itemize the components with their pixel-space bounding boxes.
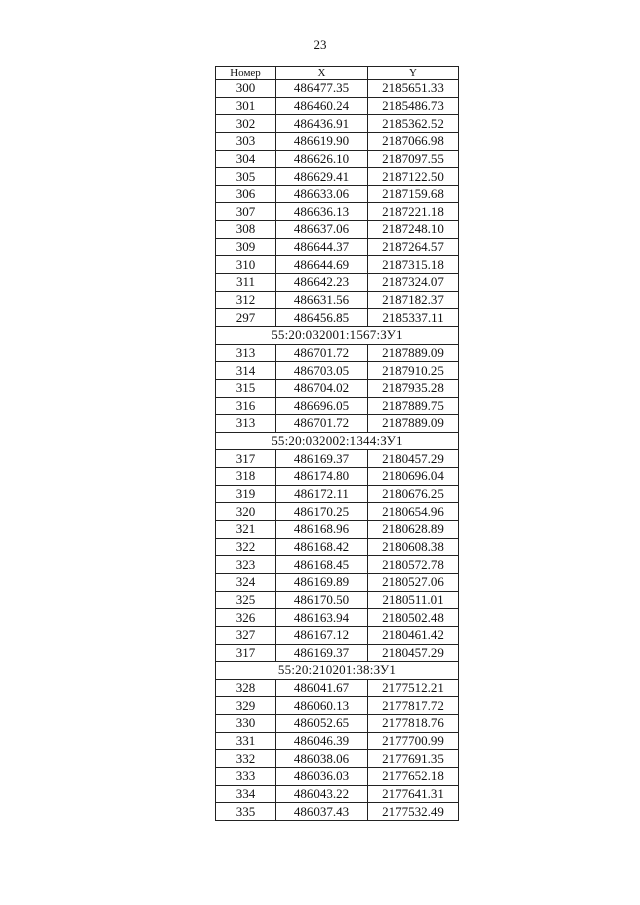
x-coordinate-cell: 486704.02 [276, 379, 368, 397]
y-coordinate-cell: 2177641.31 [368, 785, 459, 803]
point-number-cell: 324 [216, 573, 276, 591]
point-number-cell: 297 [216, 309, 276, 327]
table-row [216, 644, 459, 662]
parcel-section-row [216, 662, 459, 680]
y-coordinate-cell: 2187889.09 [368, 415, 459, 433]
table-header-row [216, 67, 459, 80]
point-number-cell: 300 [216, 80, 276, 98]
table-row [216, 503, 459, 521]
y-coordinate-cell: 2187097.55 [368, 150, 459, 168]
point-number-cell: 309 [216, 238, 276, 256]
y-coordinate-cell: 2185651.33 [368, 80, 459, 98]
y-coordinate-cell: 2180628.89 [368, 521, 459, 539]
table-row [216, 168, 459, 186]
y-coordinate-cell: 2177532.49 [368, 803, 459, 821]
x-coordinate-cell: 486631.56 [276, 291, 368, 309]
point-number-cell: 313 [216, 344, 276, 362]
y-coordinate-cell: 2177652.18 [368, 767, 459, 785]
x-coordinate-cell: 486644.37 [276, 238, 368, 256]
table-row [216, 362, 459, 380]
x-coordinate-cell: 486163.94 [276, 609, 368, 627]
x-coordinate-cell: 486169.89 [276, 573, 368, 591]
point-number-cell: 313 [216, 415, 276, 433]
y-coordinate-cell: 2180608.38 [368, 538, 459, 556]
y-coordinate-cell: 2180676.25 [368, 485, 459, 503]
y-coordinate-cell: 2187248.10 [368, 221, 459, 239]
x-coordinate-cell: 486701.72 [276, 344, 368, 362]
parcel-cadastral-number: 55:20:032001:1567:ЗУ1 [216, 326, 459, 344]
y-coordinate-cell: 2180572.78 [368, 556, 459, 574]
x-coordinate-cell: 486436.91 [276, 115, 368, 133]
y-coordinate-cell: 2187889.09 [368, 344, 459, 362]
y-coordinate-cell: 2180457.29 [368, 644, 459, 662]
point-number-cell: 301 [216, 97, 276, 115]
table-row [216, 203, 459, 221]
y-coordinate-cell: 2187182.37 [368, 291, 459, 309]
parcel-cadastral-number: 55:20:032002:1344:ЗУ1 [216, 432, 459, 450]
point-number-cell: 326 [216, 609, 276, 627]
x-coordinate-cell: 486037.43 [276, 803, 368, 821]
point-number-cell: 304 [216, 150, 276, 168]
point-number-cell: 310 [216, 256, 276, 274]
point-number-cell: 311 [216, 274, 276, 292]
x-coordinate-cell: 486168.45 [276, 556, 368, 574]
x-coordinate-cell: 486633.06 [276, 185, 368, 203]
x-coordinate-cell: 486172.11 [276, 485, 368, 503]
y-coordinate-cell: 2185337.11 [368, 309, 459, 327]
column-header-y: Y [368, 67, 459, 80]
y-coordinate-cell: 2177512.21 [368, 679, 459, 697]
point-number-cell: 331 [216, 732, 276, 750]
table-row [216, 344, 459, 362]
y-coordinate-cell: 2180696.04 [368, 468, 459, 486]
point-number-cell: 315 [216, 379, 276, 397]
x-coordinate-cell: 486169.37 [276, 450, 368, 468]
y-coordinate-cell: 2180654.96 [368, 503, 459, 521]
point-number-cell: 325 [216, 591, 276, 609]
x-coordinate-cell: 486642.23 [276, 274, 368, 292]
point-number-cell: 327 [216, 626, 276, 644]
x-coordinate-cell: 486644.69 [276, 256, 368, 274]
point-number-cell: 308 [216, 221, 276, 239]
x-coordinate-cell: 486696.05 [276, 397, 368, 415]
y-coordinate-cell: 2187221.18 [368, 203, 459, 221]
y-coordinate-cell: 2187066.98 [368, 132, 459, 150]
y-coordinate-cell: 2185362.52 [368, 115, 459, 133]
point-number-cell: 317 [216, 450, 276, 468]
y-coordinate-cell: 2177700.99 [368, 732, 459, 750]
table-body [216, 80, 459, 821]
table-row [216, 238, 459, 256]
y-coordinate-cell: 2177818.76 [368, 715, 459, 733]
y-coordinate-cell: 2187122.50 [368, 168, 459, 186]
x-coordinate-cell: 486174.80 [276, 468, 368, 486]
table-row [216, 132, 459, 150]
point-number-cell: 305 [216, 168, 276, 186]
x-coordinate-cell: 486637.06 [276, 221, 368, 239]
point-number-cell: 306 [216, 185, 276, 203]
point-number-cell: 323 [216, 556, 276, 574]
point-number-cell: 320 [216, 503, 276, 521]
point-number-cell: 335 [216, 803, 276, 821]
table-row [216, 256, 459, 274]
table-row [216, 626, 459, 644]
x-coordinate-cell: 486043.22 [276, 785, 368, 803]
x-coordinate-cell: 486046.39 [276, 732, 368, 750]
table-row [216, 150, 459, 168]
y-coordinate-cell: 2180457.29 [368, 450, 459, 468]
table-row [216, 750, 459, 768]
table-row [216, 80, 459, 98]
column-header-x: X [276, 67, 368, 80]
point-number-cell: 334 [216, 785, 276, 803]
x-coordinate-cell: 486703.05 [276, 362, 368, 380]
y-coordinate-cell: 2187315.18 [368, 256, 459, 274]
point-number-cell: 314 [216, 362, 276, 380]
table-row [216, 468, 459, 486]
point-number-cell: 329 [216, 697, 276, 715]
x-coordinate-cell: 486060.13 [276, 697, 368, 715]
x-coordinate-cell: 486170.50 [276, 591, 368, 609]
y-coordinate-cell: 2177817.72 [368, 697, 459, 715]
y-coordinate-cell: 2180527.06 [368, 573, 459, 591]
x-coordinate-cell: 486052.65 [276, 715, 368, 733]
point-number-cell: 317 [216, 644, 276, 662]
y-coordinate-cell: 2187264.57 [368, 238, 459, 256]
y-coordinate-cell: 2177691.35 [368, 750, 459, 768]
x-coordinate-cell: 486626.10 [276, 150, 368, 168]
table-row [216, 785, 459, 803]
x-coordinate-cell: 486167.12 [276, 626, 368, 644]
y-coordinate-cell: 2180502.48 [368, 609, 459, 627]
x-coordinate-cell: 486629.41 [276, 168, 368, 186]
table-row [216, 115, 459, 133]
table-row [216, 97, 459, 115]
table-row [216, 803, 459, 821]
x-coordinate-cell: 486038.06 [276, 750, 368, 768]
table-row [216, 679, 459, 697]
point-number-cell: 332 [216, 750, 276, 768]
table-row [216, 485, 459, 503]
point-number-cell: 330 [216, 715, 276, 733]
point-number-cell: 316 [216, 397, 276, 415]
point-number-cell: 318 [216, 468, 276, 486]
x-coordinate-cell: 486460.24 [276, 97, 368, 115]
x-coordinate-cell: 486168.96 [276, 521, 368, 539]
x-coordinate-cell: 486170.25 [276, 503, 368, 521]
table-row [216, 185, 459, 203]
y-coordinate-cell: 2180511.01 [368, 591, 459, 609]
point-number-cell: 322 [216, 538, 276, 556]
table-row [216, 591, 459, 609]
x-coordinate-cell: 486456.85 [276, 309, 368, 327]
point-number-cell: 303 [216, 132, 276, 150]
column-header-number: Номер [216, 67, 276, 80]
table-row [216, 291, 459, 309]
table-row [216, 397, 459, 415]
y-coordinate-cell: 2187324.07 [368, 274, 459, 292]
table-row [216, 450, 459, 468]
table-row [216, 573, 459, 591]
point-number-cell: 312 [216, 291, 276, 309]
table-row [216, 556, 459, 574]
table-row [216, 767, 459, 785]
x-coordinate-cell: 486168.42 [276, 538, 368, 556]
coordinates-table [215, 66, 459, 821]
table-row [216, 274, 459, 292]
table-row [216, 415, 459, 433]
y-coordinate-cell: 2187910.25 [368, 362, 459, 380]
table-row [216, 309, 459, 327]
x-coordinate-cell: 486701.72 [276, 415, 368, 433]
x-coordinate-cell: 486636.13 [276, 203, 368, 221]
parcel-cadastral-number: 55:20:210201:38:ЗУ1 [216, 662, 459, 680]
table-row [216, 609, 459, 627]
page-number: 23 [313, 37, 327, 52]
table-row [216, 221, 459, 239]
x-coordinate-cell: 486477.35 [276, 80, 368, 98]
parcel-section-row [216, 326, 459, 344]
table-row [216, 732, 459, 750]
y-coordinate-cell: 2187935.28 [368, 379, 459, 397]
table-row [216, 379, 459, 397]
table-row [216, 538, 459, 556]
point-number-cell: 302 [216, 115, 276, 133]
y-coordinate-cell: 2185486.73 [368, 97, 459, 115]
x-coordinate-cell: 486169.37 [276, 644, 368, 662]
table-row [216, 521, 459, 539]
point-number-cell: 328 [216, 679, 276, 697]
y-coordinate-cell: 2180461.42 [368, 626, 459, 644]
table-row [216, 715, 459, 733]
point-number-cell: 307 [216, 203, 276, 221]
table-row [216, 697, 459, 715]
x-coordinate-cell: 486041.67 [276, 679, 368, 697]
x-coordinate-cell: 486036.03 [276, 767, 368, 785]
point-number-cell: 321 [216, 521, 276, 539]
point-number-cell: 319 [216, 485, 276, 503]
y-coordinate-cell: 2187159.68 [368, 185, 459, 203]
parcel-section-row [216, 432, 459, 450]
y-coordinate-cell: 2187889.75 [368, 397, 459, 415]
x-coordinate-cell: 486619.90 [276, 132, 368, 150]
point-number-cell: 333 [216, 767, 276, 785]
